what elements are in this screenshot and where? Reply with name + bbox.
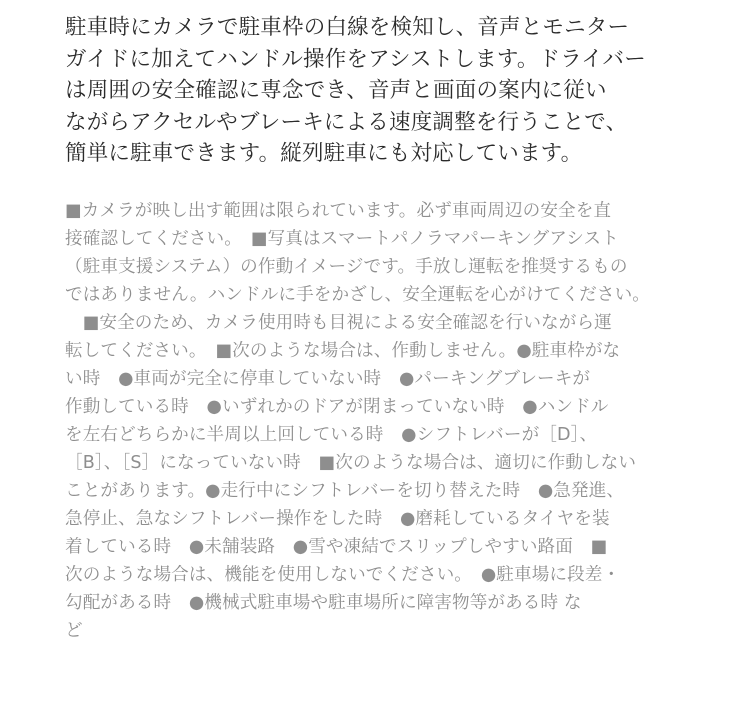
- note-line: ど: [65, 620, 83, 641]
- lead-line: は周囲の安全確認に専念でき、音声と画面の案内に従い: [65, 78, 607, 103]
- note-line: ■安全のため、カメラ使用時も目視による安全確認を行いながら運: [65, 312, 612, 333]
- note-line: 勾配がある時 ●機械式駐車場や駐車場所に障害物等がある時 な: [65, 592, 582, 613]
- note-line: 急停止、急なシフトレバー操作をした時 ●磨耗しているタイヤを装: [65, 508, 610, 529]
- note-line: ［B］、［S］になっていない時 ■次のような場合は、適切に作動しない: [65, 452, 637, 473]
- disclaimer-notes: [65, 197, 690, 645]
- note-line: ■カメラが映し出す範囲は限られています。必ず車両周辺の安全を直: [65, 200, 612, 221]
- note-line: い時 ●車両が完全に停車していない時 ●パーキングブレーキが: [65, 368, 591, 389]
- lead-line: 駐車時にカメラで駐車枠の白線を検知し、音声とモニター: [65, 15, 630, 40]
- lead-line: ガイドに加えてハンドル操作をアシストします。ドライバー: [65, 46, 646, 72]
- note-line: 転してください。 ■次のような場合は、作動しません。●駐車枠がな: [65, 340, 621, 361]
- note-line: 着している時 ●未舗装路 ●雪や凍結でスリップしやすい路面 ■: [65, 536, 608, 557]
- lead-line: ながらアクセルやブレーキによる速度調整を行うことで、: [65, 109, 628, 135]
- lead-line: 簡単に駐車できます。縦列駐車にも対応しています。: [65, 141, 583, 166]
- note-line: 次のような場合は、機能を使用しないでください。 ●駐車場に段差・: [65, 564, 621, 585]
- note-line: 接確認してください。 ■写真はスマートパノラマパーキングアシスト: [65, 228, 619, 249]
- note-line: を左右どちらかに半周以上回している時 ●シフトレバーが［D］、: [65, 424, 598, 445]
- note-line: 作動している時 ●いずれかのドアが閉まっていない時 ●ハンドル: [65, 396, 609, 417]
- lead-paragraph: [65, 12, 690, 170]
- note-line: （駐車支援システム）の作動イメージです。手放し運転を推奨するもの: [65, 256, 628, 277]
- note-line: ではありません。ハンドルに手をかざし、安全運転を心がけてください。: [65, 284, 650, 305]
- feature-description: [65, 12, 690, 645]
- note-line: ことがあります。●走行中にシフトレバーを切り替えた時 ●急発進、: [65, 480, 625, 501]
